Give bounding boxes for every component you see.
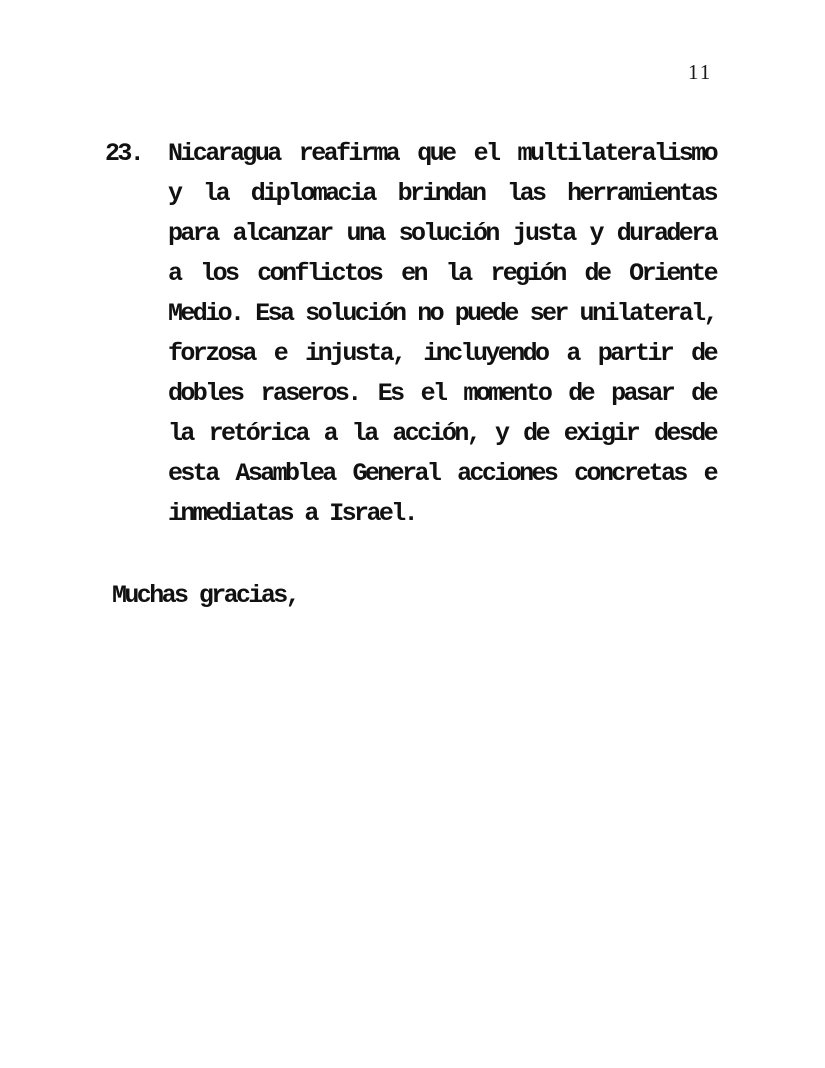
page-number: 11 [688, 60, 713, 84]
paragraph-line: inmediatas a Israel. [168, 499, 417, 528]
paragraph-line: forzosa e injusta, incluyendo a partir de [168, 339, 716, 368]
paragraph-line: esta Asamblea General acciones concretas e [168, 459, 716, 488]
paragraph-line: Medio. Esa solución no puede ser unilateral, [168, 299, 716, 328]
closing-salutation: Muchas gracias, [112, 581, 299, 610]
paragraph-body [168, 134, 716, 534]
paragraph-line: Nicaragua reafirma que el multilateralismo [168, 139, 716, 168]
numbered-paragraph [105, 134, 720, 534]
paragraph-line: la retórica a la acción, y de exigir desde [168, 419, 716, 448]
paragraph-line: a los conflictos en la región de Oriente [168, 259, 716, 288]
paragraph-line: y la diplomacia brindan las herramientas [168, 179, 716, 208]
paragraph-number: 23. [105, 139, 143, 168]
paragraph-line: dobles raseros. Es el momento de pasar de [168, 379, 716, 408]
paragraph-line: para alcanzar una solución justa y duradera [168, 219, 716, 248]
